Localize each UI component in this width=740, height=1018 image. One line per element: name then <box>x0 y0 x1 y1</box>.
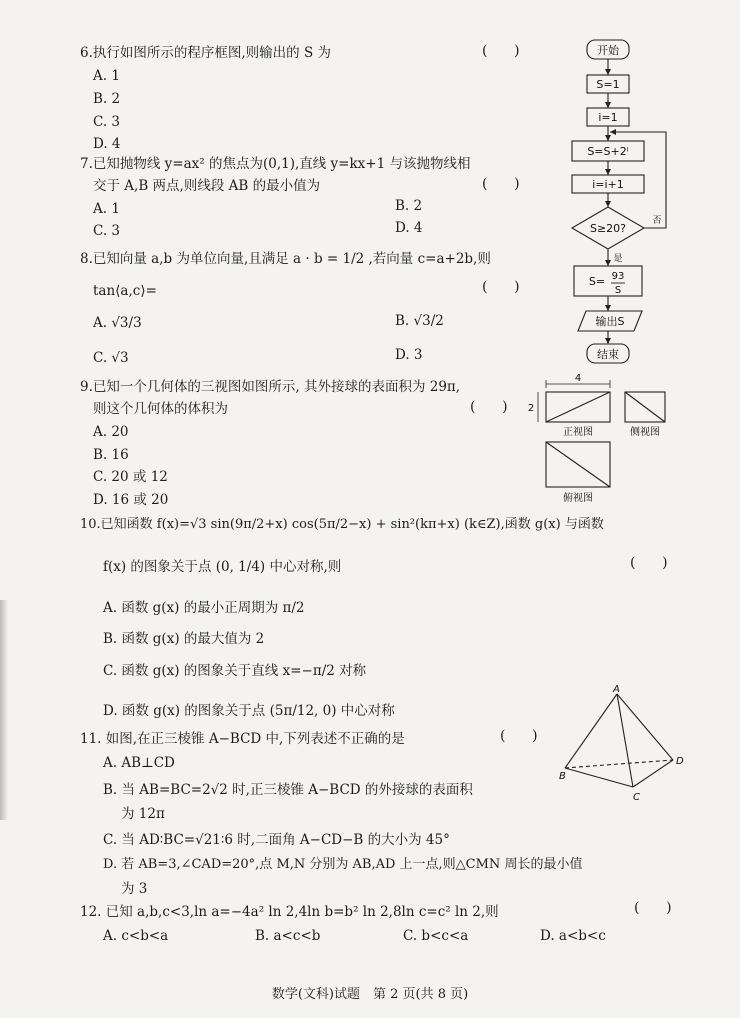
question-6-option-c: C. 3 <box>93 114 121 130</box>
pyramid-vertex-b: B <box>559 771 566 782</box>
question-11-answer-paren: ( ) <box>500 728 538 744</box>
pyramid-vertex-c: C <box>633 792 640 803</box>
question-11-option-b: B. 当 AB=BC=2√2 时,正三棱锥 A−BCD 的外接球的表面积 <box>103 782 473 798</box>
flowchart-end-label: 结束 <box>597 348 619 361</box>
question-6-option-a: A. 1 <box>93 68 120 84</box>
three-view-height-label: 2 <box>527 403 535 414</box>
question-9-option-d: D. 16 或 20 <box>93 492 169 508</box>
front-view-label: 正视图 <box>563 427 593 438</box>
scan-edge-shadow <box>0 600 8 820</box>
question-10-option-b: B. 函数 g(x) 的最大值为 2 <box>103 631 265 647</box>
question-11-option-a: A. AB⊥CD <box>103 755 175 771</box>
question-7-stem-line1: 7.已知抛物线 y=ax² 的焦点为(0,1),直线 y=kx+1 与该抛物线相 <box>80 156 471 172</box>
flowchart-no-label: 否 <box>652 216 662 226</box>
question-9-option-a: A. 20 <box>93 424 129 440</box>
flowchart-update-s-label: S=S+2ⁱ <box>587 145 629 158</box>
flowchart-assign-numerator: 93 <box>611 271 625 282</box>
question-8-option-c: C. √3 <box>93 350 129 366</box>
flowchart-assign-prefix: S= <box>588 275 606 288</box>
question-11-option-b-cont: 为 12π <box>121 806 165 822</box>
question-8-option-a: A. √3/3 <box>93 315 142 331</box>
question-9-answer-paren: ( ) <box>470 399 508 415</box>
question-10-option-d: D. 函数 g(x) 的图象关于点 (5π/12, 0) 中心对称 <box>103 703 395 719</box>
question-12-option-d: D. a<b<c <box>540 928 606 944</box>
side-view-label: 侧视图 <box>630 427 660 438</box>
flowchart-init-i-label: i=1 <box>598 111 618 124</box>
question-12-option-a: A. c<b<a <box>103 928 169 944</box>
question-8-stem-line1: 8.已知向量 a,b 为单位向量,且满足 a · b = 1/2 ,若向量 c=a+2b,则 <box>80 251 491 267</box>
three-view-figure <box>525 372 675 507</box>
question-9-stem-line2: 则这个几何体的体积为 <box>93 401 228 417</box>
pyramid-vertex-d: D <box>676 756 684 767</box>
top-view-label: 俯视图 <box>563 493 593 504</box>
question-11-stem: 11. 如图,在正三棱锥 A−BCD 中,下列表述不正确的是 <box>80 731 405 747</box>
question-6-option-b: B. 2 <box>93 91 121 107</box>
question-7-option-b: B. 2 <box>395 198 423 214</box>
question-9-option-b: B. 16 <box>93 447 129 463</box>
question-7-stem-line2: 交于 A,B 两点,则线段 AB 的最小值为 <box>93 178 321 194</box>
flowchart-output-label: 输出S <box>595 315 625 328</box>
pyramid-vertex-a: A <box>613 684 620 695</box>
question-7-option-a: A. 1 <box>93 201 120 217</box>
question-8-option-b: B. √3/2 <box>395 313 444 329</box>
page-footer: 数学(文科)试题 第 2 页(共 8 页) <box>271 987 469 1002</box>
question-9-option-c: C. 20 或 12 <box>93 469 168 485</box>
question-7-option-d: D. 4 <box>395 220 423 236</box>
three-view-width-label: 4 <box>574 373 582 384</box>
question-10-stem-line1: 10.已知函数 f(x)=√3 sin(9π/2+x) cos(5π/2−x) + sin²(kπ+x) (k∈Z),函数 g(x) 与函数 <box>80 517 604 532</box>
question-8-answer-paren: ( ) <box>482 279 520 295</box>
flowchart-figure <box>560 35 680 370</box>
question-12-answer-paren: ( ) <box>634 900 672 916</box>
question-6-option-d: D. 4 <box>93 136 121 152</box>
question-11-option-d-cont: 为 3 <box>121 881 148 897</box>
flowchart-assign-box <box>574 266 642 296</box>
question-6-answer-paren: ( ) <box>482 43 520 59</box>
flowchart-init-s-label: S=1 <box>596 78 620 91</box>
flowchart-update-i-label: i=i+1 <box>592 178 624 191</box>
question-10-option-a: A. 函数 g(x) 的最小正周期为 π/2 <box>103 600 305 616</box>
question-7-answer-paren: ( ) <box>482 176 520 192</box>
question-8-option-d: D. 3 <box>395 347 423 363</box>
pyramid-figure <box>555 680 690 805</box>
question-9-stem-line1: 9.已知一个几何体的三视图如图所示, 其外接球的表面积为 29π, <box>80 379 461 395</box>
question-10-option-c: C. 函数 g(x) 的图象关于直线 x=−π/2 对称 <box>103 663 367 679</box>
question-6-stem: 6.执行如图所示的程序框图,则输出的 S 为 <box>80 45 332 61</box>
flowchart-condition-label: S≥20? <box>589 222 627 235</box>
question-8-stem-line2: tan⟨a,c⟩= <box>93 283 157 299</box>
flowchart-assign-denominator: S <box>614 285 622 296</box>
question-10-stem-line2: f(x) 的图象关于点 (0, 1/4) 中心对称,则 <box>103 559 342 575</box>
question-11-option-d: D. 若 AB=3,∠CAD=20°,点 M,N 分别为 AB,AD 上一点,则△CMN 周长的最小值 <box>103 857 583 872</box>
question-12-stem: 12. 已知 a,b,c<3,ln a=−4a² ln 2,4ln b=b² ln 2,8ln c=c² ln 2,则 <box>80 904 499 920</box>
question-11-option-c: C. 当 AD∶BC=√21∶6 时,二面角 A−CD−B 的大小为 45° <box>103 832 450 848</box>
flowchart-start-label: 开始 <box>597 44 619 57</box>
question-10-answer-paren: ( ) <box>630 555 668 571</box>
question-12-option-b: B. a<c<b <box>255 928 321 944</box>
flowchart-yes-label: 是 <box>613 254 623 264</box>
question-7-option-c: C. 3 <box>93 223 121 239</box>
question-12-option-c: C. b<c<a <box>403 928 469 944</box>
